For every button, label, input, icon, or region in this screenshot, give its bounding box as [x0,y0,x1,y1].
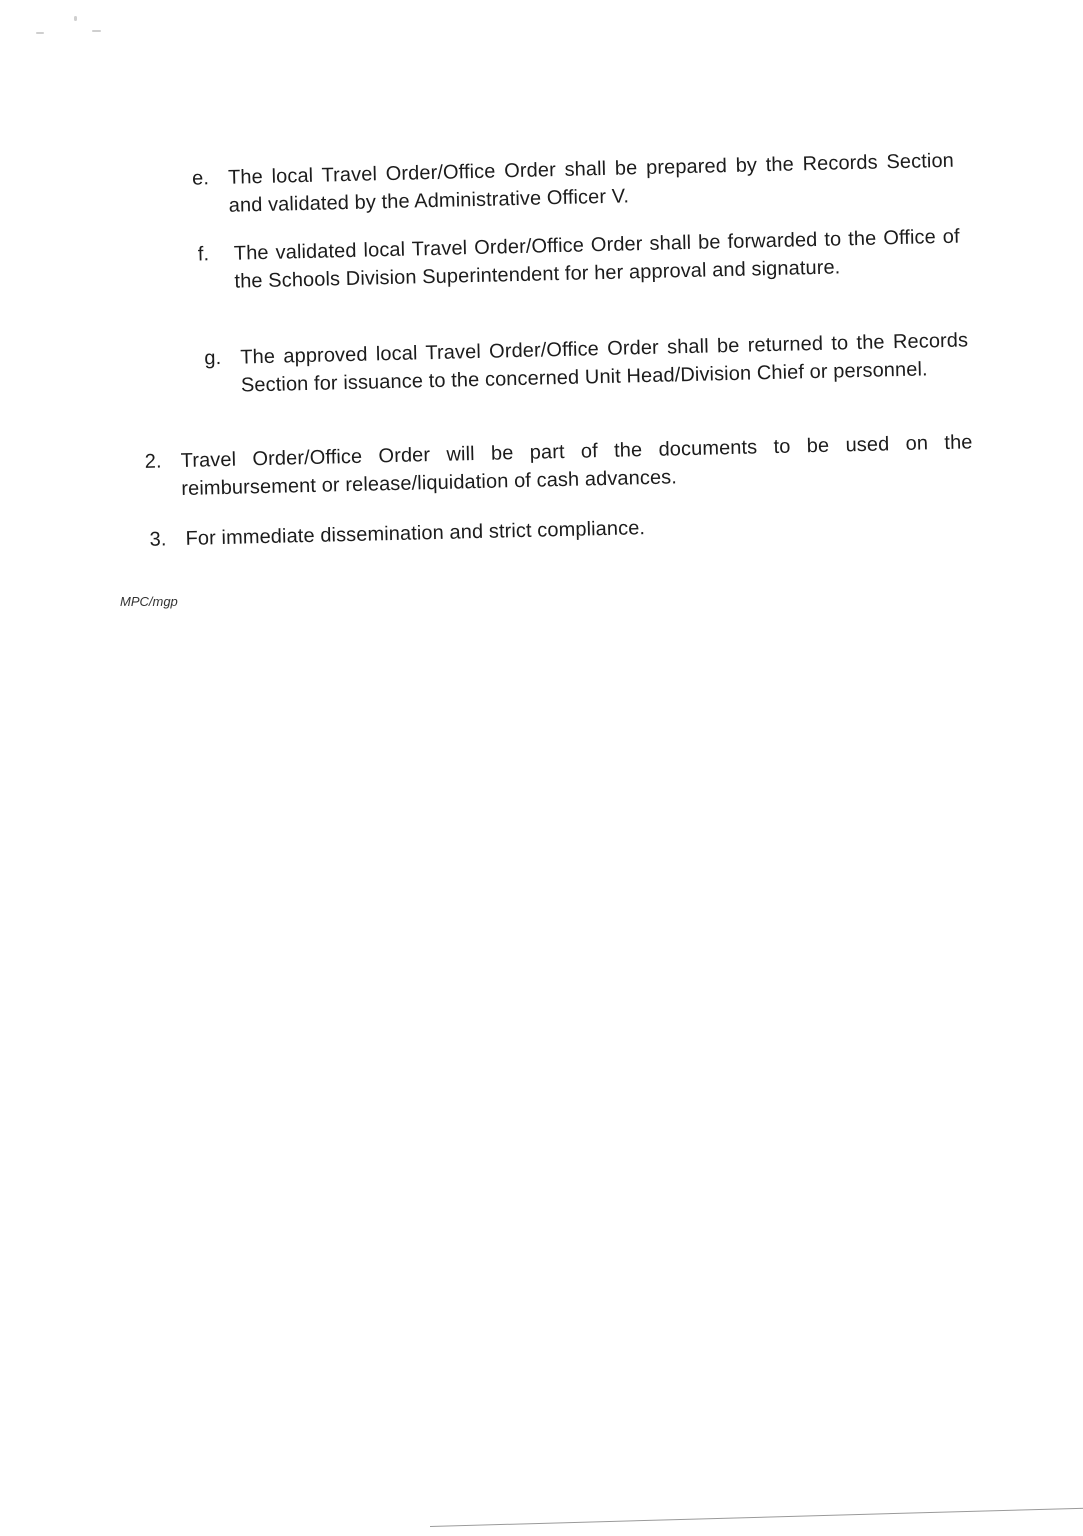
numbered-item-2 [144,428,973,503]
list-marker: 2. [144,450,162,473]
list-marker: 3. [149,528,167,551]
list-marker: g. [204,347,222,370]
list-item-text: Travel Order/Office Order will be part of the documents to be used on the reimbursement or release/liquidation of cash advances. [180,431,973,500]
list-item-text: For immediate dissemination and strict compliance. [185,517,646,550]
list-item-text: The approved local Travel Order/Office Order shall be returned to the Records Section for issuance to the concerned Unit Head/Division Chief or personnel. [240,329,969,397]
list-marker: e. [191,167,210,190]
list-item-text: The validated local Travel Order/Office Order shall be forwarded to the Office of the Schools Division Superintendent for her approval and signature. [233,225,960,293]
numbered-item-3 [149,506,977,553]
list-item-e [192,147,955,221]
list-item-f [198,223,961,297]
list-item-g [204,326,969,400]
list-marker: f. [197,243,210,266]
footer-rule [430,1508,1083,1527]
list-item-text: The local Travel Order/Office Order shall be prepared by the Records Section and validated by the Administrative Officer V. [227,149,955,217]
reference-initials: MPC/mgp [120,594,178,609]
